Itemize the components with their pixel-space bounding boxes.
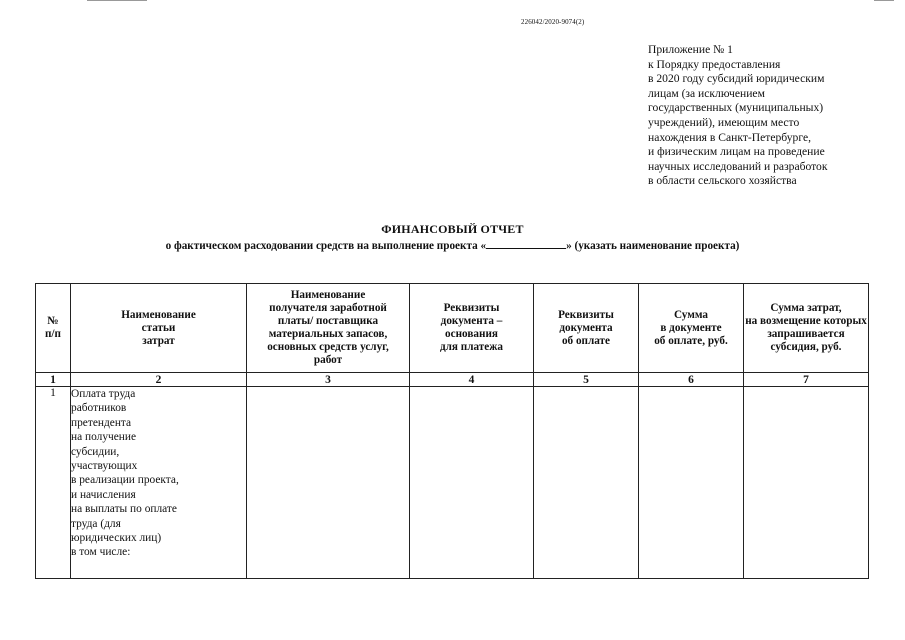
column-number: 2 xyxy=(71,373,247,387)
column-header: Сумма в документе об оплате, руб. xyxy=(639,284,744,373)
appendix-line: научных исследований и разработок xyxy=(648,159,828,173)
recipient-cell xyxy=(247,387,410,579)
appendix-line: государственных (муниципальных) xyxy=(648,101,824,115)
expense-item-line: участвующих xyxy=(71,460,138,473)
column-number-row xyxy=(36,373,869,387)
expense-item-line: в реализации проекта, xyxy=(71,474,179,487)
column-number: 1 xyxy=(36,373,71,387)
appendix-line: в области сельского хозяйства xyxy=(648,174,797,188)
expense-item-line: на выплаты по оплате xyxy=(71,503,177,516)
column-header: Наименование получателя заработной платы/ поставщика материальных запасов, основных средств услуг, работ xyxy=(247,284,410,373)
column-header: Реквизиты документа об оплате xyxy=(534,284,639,373)
scan-edge-mark xyxy=(87,0,147,1)
column-header: Наименование статьи затрат xyxy=(71,284,247,373)
column-number: 3 xyxy=(247,373,410,387)
appendix-line: в 2020 году субсидий юридическим xyxy=(648,72,825,86)
appendix-line: и физическим лицам на проведение xyxy=(648,145,825,159)
document-amount-cell xyxy=(639,387,744,579)
appendix-line: к Порядку предоставления xyxy=(648,57,781,71)
row-number: 1 xyxy=(36,387,71,579)
financial-report-table xyxy=(35,283,869,579)
table-header-row xyxy=(36,284,869,373)
subsidy-amount-cell xyxy=(744,387,869,579)
column-number: 6 xyxy=(639,373,744,387)
expense-item-line: труда (для xyxy=(71,517,121,530)
expense-item-line: субсидии, xyxy=(71,445,120,458)
scan-edge-mark xyxy=(874,0,894,1)
appendix-note xyxy=(648,43,888,189)
column-number: 4 xyxy=(410,373,534,387)
expense-item-line: в том числе: xyxy=(71,546,131,559)
appendix-line: нахождения в Санкт-Петербурге, xyxy=(648,130,811,144)
column-header: Сумма затрат, на возмещение которых запрашивается субсидия, руб. xyxy=(744,284,869,373)
appendix-line: Приложение № 1 xyxy=(648,43,733,56)
column-header: № п/п xyxy=(36,284,71,373)
expense-item-name xyxy=(71,387,247,579)
report-subtitle xyxy=(0,239,905,252)
subtitle-suffix: » (указать наименование проекта) xyxy=(566,240,740,252)
appendix-line: лицам (за исключением xyxy=(648,86,765,100)
column-number: 7 xyxy=(744,373,869,387)
table-row xyxy=(36,387,869,579)
expense-item-line: юридических лиц) xyxy=(71,532,162,545)
appendix-line: учреждений), имеющим место xyxy=(648,115,800,129)
expense-item-line: и начисления xyxy=(71,488,136,501)
subtitle-prefix: о фактическом расходовании средств на выполнение проекта « xyxy=(165,240,487,252)
document-code: 226042/2020-9074(2) xyxy=(521,18,585,26)
expense-item-line: работников xyxy=(71,402,127,415)
expense-item-line: Оплата труда xyxy=(71,388,136,400)
column-number: 5 xyxy=(534,373,639,387)
payment-basis-cell xyxy=(410,387,534,579)
payment-document-cell xyxy=(534,387,639,579)
expense-item-line: на получение xyxy=(71,431,137,444)
expense-item-line: претендента xyxy=(71,416,132,429)
report-title: ФИНАНСОВЫЙ ОТЧЕТ xyxy=(381,222,524,236)
project-name-blank xyxy=(486,239,566,249)
column-header: Реквизиты документа – основания для платежа xyxy=(410,284,534,373)
